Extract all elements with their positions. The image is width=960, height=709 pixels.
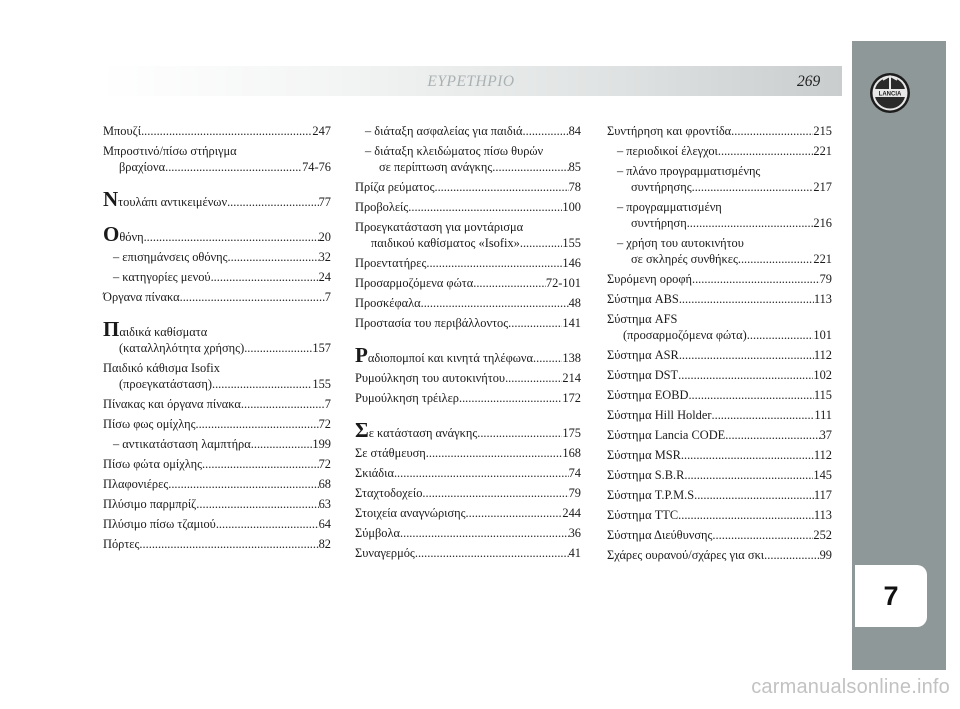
index-entry [607, 407, 832, 423]
index-page-ref[interactable]: 112 [813, 448, 832, 462]
index-entry [355, 315, 581, 331]
index-column-1 [103, 123, 331, 556]
index-page-ref[interactable]: 113 [813, 292, 832, 306]
dot-leader [228, 249, 319, 265]
index-initial: P [355, 343, 368, 367]
index-page-ref[interactable]: 168 [562, 446, 581, 460]
dot-leader [426, 255, 562, 271]
index-entry-label: Πλύσιμο πίσω τζαμιού [103, 517, 216, 531]
index-column-2 [355, 123, 581, 565]
dot-leader [434, 179, 568, 195]
index-entry [607, 123, 832, 139]
index-entry [355, 343, 581, 367]
index-page-ref[interactable]: 72-101 [545, 276, 581, 290]
index-page-ref[interactable]: 217 [813, 180, 832, 194]
index-page-ref[interactable]: 244 [562, 506, 581, 520]
index-entry [355, 485, 581, 501]
index-entry-label: Σύστημα Lancia CODE [607, 428, 726, 442]
index-entry-text: – διάταξη κλειδώματος πίσω θυρών [365, 144, 544, 158]
index-page-ref[interactable]: 7 [324, 397, 331, 411]
index-page-ref[interactable]: 216 [813, 216, 832, 230]
index-entry-label: Πίσω φώτα ομίχλης [103, 457, 203, 471]
index-entry [607, 527, 832, 543]
index-entry [355, 219, 581, 251]
dot-leader [466, 505, 563, 521]
index-entry-label: Ρυμούλκηση τρέιλερ [355, 391, 459, 405]
index-entry-label: Σύστημα TTC [607, 508, 679, 522]
index-entry [355, 418, 581, 442]
index-entry [355, 123, 581, 139]
index-entry [355, 390, 581, 406]
lancia-logo-icon [869, 72, 911, 114]
dot-leader [687, 215, 814, 231]
dot-leader [227, 194, 319, 210]
index-entry [355, 255, 581, 271]
index-page-ref[interactable]: 102 [813, 368, 832, 382]
index-page-ref[interactable]: 72 [318, 457, 331, 471]
index-entry [607, 487, 832, 503]
index-page-ref[interactable]: 252 [813, 528, 832, 542]
index-entry-label: Πίνακας και όργανα πίνακα [103, 397, 241, 411]
index-page-ref[interactable]: 155 [312, 377, 331, 391]
index-entry-label: Σύστημα S.B.R. [607, 468, 688, 482]
index-entry-label: συντήρηση [631, 216, 687, 230]
index-page-ref[interactable]: 99 [819, 548, 832, 562]
index-entry [103, 143, 331, 175]
dot-leader [688, 387, 813, 403]
dot-leader [422, 485, 568, 501]
watermark: carmanualsonline.info [751, 676, 950, 698]
index-entry-label: – περιοδικοί έλεγχοι [617, 144, 718, 158]
index-entry-text: – πλάνο προγραμματισμένης [617, 164, 761, 178]
index-entry [355, 199, 581, 215]
index-page-ref[interactable]: 141 [562, 316, 581, 330]
page-number: 269 [797, 73, 821, 90]
index-entry-label: Στοιχεία αναγνώρισης [355, 506, 466, 520]
index-entry [607, 387, 832, 403]
index-page-ref[interactable]: 32 [318, 250, 331, 264]
index-entry [103, 456, 331, 472]
index-entry-label: Πρίζα ρεύματος [355, 180, 435, 194]
index-entry-label: (προσαρμοζόμενα φώτα) [623, 328, 747, 342]
index-page-ref[interactable]: 79 [819, 272, 832, 286]
index-page-ref[interactable]: 215 [813, 124, 832, 138]
dot-leader [251, 436, 313, 452]
index-page-ref[interactable]: 68 [318, 477, 331, 491]
index-entry [607, 467, 832, 483]
index-page-ref[interactable]: 145 [813, 468, 832, 482]
dot-leader [144, 229, 319, 245]
index-entry-label: Προστασία του περιβάλλοντος [355, 316, 509, 330]
dot-leader [679, 291, 814, 307]
index-entry-label: Πίσω φως ομίχλης [103, 417, 196, 431]
index-entry-label: σε σκληρές συνθήκες [631, 252, 738, 266]
dot-leader [505, 370, 562, 386]
index-page-ref[interactable]: 84 [568, 124, 581, 138]
index-page-ref[interactable]: 155 [562, 236, 581, 250]
dot-leader [180, 289, 325, 305]
index-page-ref[interactable]: 113 [813, 508, 832, 522]
dot-leader [141, 123, 312, 139]
index-entry-label: Συναγερμός [355, 546, 415, 560]
index-entry-label: Σύστημα DST [607, 368, 679, 382]
index-entry-text: – προγραμματισμένη [617, 200, 722, 214]
index-page-ref[interactable]: 64 [318, 517, 331, 531]
index-page-ref[interactable]: 63 [318, 497, 331, 511]
index-initial: Σ [355, 418, 369, 442]
dot-leader [533, 350, 562, 366]
dot-leader [712, 407, 815, 423]
index-entry-label: Σύστημα Hill Holder [607, 408, 712, 422]
index-entry-label: Σύστημα T.P.M.S. [607, 488, 698, 502]
index-entry-label: σε περίπτωση ανάγκης [379, 160, 493, 174]
index-entry-label: Σύστημα ASR [607, 348, 679, 362]
index-page-ref[interactable]: 175 [562, 426, 581, 440]
index-entry-label: Πόρτες [103, 537, 140, 551]
index-entry-label: Σκιάδια [355, 466, 394, 480]
index-entry-label: Όργανα πίνακα [103, 290, 180, 304]
dot-leader [687, 467, 813, 483]
index-entry [607, 291, 832, 307]
dot-leader [712, 527, 813, 543]
dot-leader [196, 496, 318, 512]
index-entry-label: Σύμβολα [355, 526, 400, 540]
index-entry-label: Συρόμενη οροφή [607, 272, 692, 286]
index-entry-label: – κατηγορίες μενού [113, 270, 211, 284]
index-page-ref[interactable]: 48 [568, 296, 581, 310]
index-entry [607, 547, 832, 563]
index-page-ref[interactable]: 78 [568, 180, 581, 194]
index-entry [607, 163, 832, 195]
dot-leader [408, 199, 562, 215]
index-entry-label: Σχάρες ουρανού/σχάρες για σκι [607, 548, 765, 562]
index-entry [103, 360, 331, 392]
index-page-ref[interactable]: 138 [562, 351, 581, 365]
index-entry [607, 271, 832, 287]
index-page-ref[interactable]: 74-76 [302, 160, 331, 174]
index-entry [607, 311, 832, 343]
index-entry [607, 347, 832, 363]
index-page-ref[interactable]: 111 [814, 408, 832, 422]
index-entry [607, 235, 832, 267]
index-entry-label: Ρυμούλκηση του αυτοκινήτου [355, 371, 506, 385]
dot-leader [764, 547, 819, 563]
index-page-ref[interactable]: 72 [318, 417, 331, 431]
index-entry [607, 447, 832, 463]
dot-leader [241, 396, 325, 412]
index-page-ref[interactable]: 101 [813, 328, 832, 342]
index-page-ref[interactable]: 77 [318, 195, 331, 209]
index-page-ref[interactable]: 20 [318, 230, 331, 244]
index-entry-label: Προσαρμοζόμενα φώτα [355, 276, 474, 290]
chapter-tab: 7 [855, 565, 927, 627]
dot-leader [520, 235, 563, 251]
index-page-ref[interactable]: 221 [813, 252, 832, 266]
index-entry [103, 222, 331, 246]
index-entry [103, 436, 331, 452]
index-entry-label: Σταχτοδοχείο [355, 486, 423, 500]
index-entry [355, 545, 581, 561]
index-entry [355, 445, 581, 461]
index-entry [355, 295, 581, 311]
index-page-ref[interactable]: 199 [312, 437, 331, 451]
dot-leader [400, 525, 569, 541]
index-entry-label: Μπουζί [103, 124, 142, 138]
index-entry [103, 496, 331, 512]
index-entry-label: Πλαφονιέρες [103, 477, 169, 491]
dot-leader [195, 416, 318, 432]
index-page-ref[interactable]: 157 [312, 341, 331, 355]
dot-leader [725, 427, 819, 443]
index-entry [607, 143, 832, 159]
index-entry-label: παιδικού καθίσματος «Isofix» [371, 236, 520, 250]
dot-leader [678, 507, 814, 523]
dot-leader [211, 269, 319, 285]
dot-leader [738, 251, 814, 267]
index-entry [355, 465, 581, 481]
index-page-ref[interactable]: 172 [562, 391, 581, 405]
dot-leader [139, 536, 318, 552]
index-entry [103, 317, 331, 356]
index-page-ref[interactable]: 100 [562, 200, 581, 214]
index-entry-label: Σε στάθμευση [355, 446, 426, 460]
index-page-ref[interactable]: 115 [813, 388, 832, 402]
index-entry [607, 507, 832, 523]
index-entry [103, 536, 331, 552]
index-entry-text: Παιδικό κάθισμα Isofix [103, 361, 220, 375]
page-title: ΕΥΡΕΤΗΡΙΟ [427, 73, 515, 90]
dot-leader [681, 447, 814, 463]
dot-leader [679, 347, 814, 363]
index-page-ref[interactable]: 214 [562, 371, 581, 385]
logo-text: LANCIA [878, 91, 902, 98]
index-entry [355, 179, 581, 195]
index-entry [103, 269, 331, 285]
dot-leader [731, 123, 813, 139]
dot-leader [718, 143, 814, 159]
index-entry [355, 275, 581, 291]
index-initial: N [103, 187, 119, 211]
index-entry-label: βραχίονα [119, 160, 166, 174]
index-entry-label: συντήρησης [631, 180, 692, 194]
index-page-ref[interactable]: 37 [819, 428, 832, 442]
index-entry [607, 199, 832, 231]
index-entry-label: Σύστημα ABS [607, 292, 679, 306]
dot-leader [216, 516, 319, 532]
index-page-ref[interactable]: 74 [568, 466, 581, 480]
index-page-ref[interactable]: 117 [813, 488, 832, 502]
dot-leader [459, 390, 562, 406]
dot-leader [747, 327, 814, 343]
dot-leader [523, 123, 569, 139]
index-entry-label: αδιοπομποί και κινητά τηλέφωνα [367, 351, 534, 365]
index-entry [103, 289, 331, 305]
index-entry-label: (προεγκατάσταση) [119, 377, 212, 391]
index-entry-text: Προεγκατάσταση για μοντάρισμα [355, 220, 524, 234]
dot-leader [212, 376, 312, 392]
dot-leader [421, 295, 569, 311]
index-column-3 [607, 123, 832, 567]
index-entry-label: Σύστημα MSR [607, 448, 681, 462]
dot-leader [426, 445, 563, 461]
index-entry [355, 370, 581, 386]
index-page-ref[interactable]: 146 [562, 256, 581, 270]
index-page-ref[interactable]: 36 [568, 526, 581, 540]
index-entry-label: τουλάπι αντικειμένων [118, 195, 228, 209]
index-entry [607, 367, 832, 383]
index-entry-text: Σύστημα AFS [607, 312, 678, 326]
index-entry-label: Προσκέφαλα [355, 296, 421, 310]
index-entry [103, 476, 331, 492]
index-entry-label: Προβολείς [355, 200, 409, 214]
index-entry [103, 249, 331, 265]
index-entry-text: – χρήση του αυτοκινήτου [617, 236, 744, 250]
index-page-ref[interactable]: 82 [318, 537, 331, 551]
index-page-ref[interactable]: 79 [568, 486, 581, 500]
dot-leader [697, 487, 814, 503]
index-page-ref[interactable]: 112 [813, 348, 832, 362]
index-entry [103, 396, 331, 412]
index-page-ref[interactable]: 41 [568, 546, 581, 560]
index-entry [103, 123, 331, 139]
index-entry-label: – επισημάνσεις οθόνης [113, 250, 228, 264]
index-entry [355, 143, 581, 175]
index-entry-label: Συντήρηση και φροντίδα [607, 124, 732, 138]
index-entry-label: ε κατάσταση ανάγκης [368, 426, 478, 440]
index-page-ref[interactable]: 85 [568, 160, 581, 174]
index-entry-label: θόνη [119, 230, 144, 244]
dot-leader [415, 545, 569, 561]
dot-leader [202, 456, 319, 472]
dot-leader [244, 340, 312, 356]
index-entry-label: – διάταξη ασφαλείας για παιδιά [365, 124, 523, 138]
index-entry-label: Σύστημα Διεύθυνσης [607, 528, 713, 542]
dot-leader [492, 159, 568, 175]
dot-leader [165, 159, 302, 175]
index-entry-label: Πλύσιμο παρμπρίζ [103, 497, 197, 511]
index-entry [355, 525, 581, 541]
dot-leader [678, 367, 813, 383]
index-entry-label: (καταλληλότητα χρήσης) [119, 341, 245, 355]
index-page-ref[interactable]: 247 [312, 124, 331, 138]
index-entry-label: Σύστημα EOBD [607, 388, 689, 402]
index-page-ref[interactable]: 221 [813, 144, 832, 158]
dot-leader [473, 275, 546, 291]
index-entry [103, 187, 331, 211]
index-page-ref[interactable]: 7 [324, 290, 331, 304]
index-entry [607, 427, 832, 443]
dot-leader [168, 476, 318, 492]
index-entry [355, 505, 581, 521]
index-entry [103, 416, 331, 432]
index-entry-label: – αντικατάσταση λαμπτήρα [113, 437, 251, 451]
dot-leader [692, 271, 820, 287]
index-entry-text: αιδικά καθίσματα [119, 325, 208, 339]
index-entry-text: Μπροστινό/πίσω στήριγμα [103, 144, 237, 158]
index-initial: O [103, 222, 120, 246]
index-page-ref[interactable]: 24 [318, 270, 331, 284]
dot-leader [394, 465, 569, 481]
index-entry [103, 516, 331, 532]
index-initial: Π [103, 317, 120, 341]
index-entry-label: Προεντατήρες [355, 256, 427, 270]
dot-leader [692, 179, 814, 195]
dot-leader [477, 425, 562, 441]
dot-leader [508, 315, 562, 331]
